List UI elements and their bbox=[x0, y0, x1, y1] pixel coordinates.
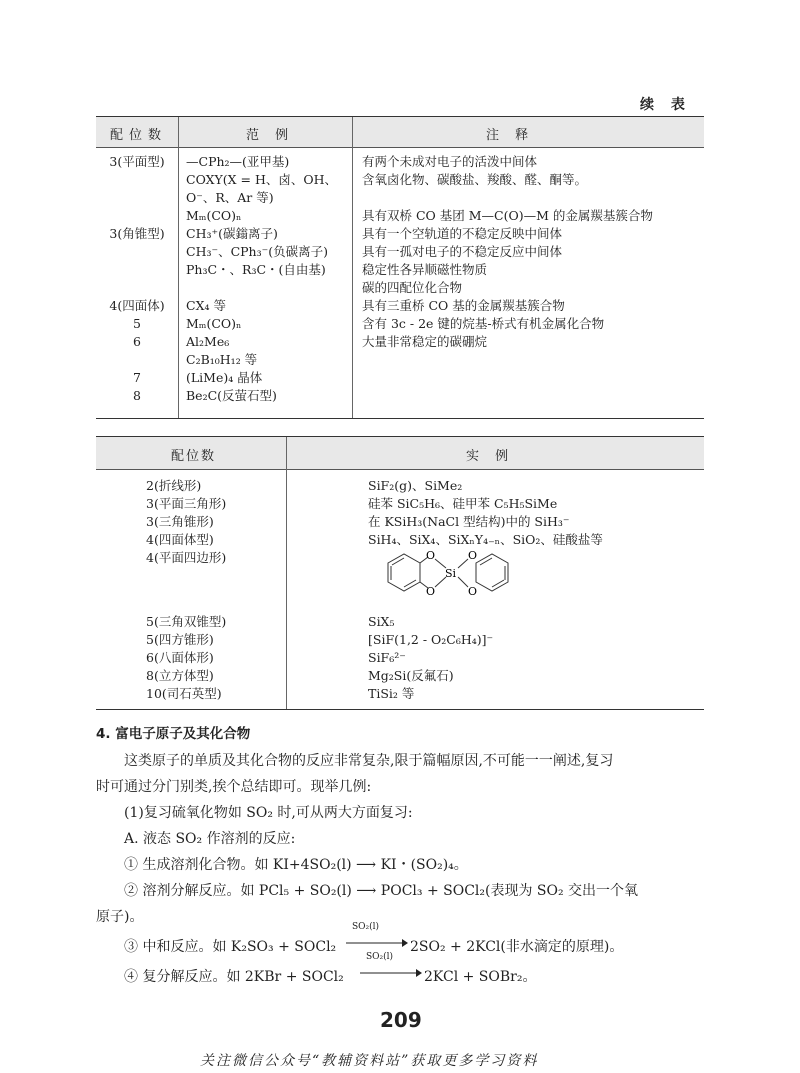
table-1-example: O⁻、R、Ar 等) bbox=[186, 190, 274, 205]
table-2-cn: 3(三角锥形) bbox=[146, 514, 214, 529]
table-2-cn: 6(八面体形) bbox=[146, 650, 214, 665]
table-1-note: 具有一孤对电子的不稳定反应中间体 bbox=[362, 244, 563, 259]
footer-note: 关注微信公众号“教辅资料站”获取更多学习资料 bbox=[200, 1053, 539, 1069]
table-1-note: 碳的四配位化合物 bbox=[362, 280, 463, 295]
arrow-label: SO₂(l) bbox=[352, 922, 380, 932]
table-2-cn: 8(立方体型) bbox=[146, 668, 214, 683]
table-1-cn: 6 bbox=[133, 334, 141, 349]
table-1-example: C₂B₁₀H₁₂ 等 bbox=[186, 352, 258, 367]
table-1-note: 含有 3c - 2e 键的烷基-桥式有机金属化合物 bbox=[362, 316, 605, 331]
list-item: ④ 复分解反应。如 2KBr + SOCl₂ bbox=[124, 969, 344, 985]
list-item: 原子)。 bbox=[96, 909, 144, 925]
table-2-cn: 4(四面体型) bbox=[146, 532, 214, 547]
table-1-example: (LiMe)₄ 晶体 bbox=[186, 370, 263, 385]
table-1-note: 大量非常稳定的碳硼烷 bbox=[362, 334, 488, 349]
table-2-divider bbox=[286, 437, 287, 709]
oxygen-label: O bbox=[426, 551, 436, 562]
oxygen-label: O bbox=[468, 551, 478, 562]
table-1-note: 具有一个空轨道的不稳定反映中间体 bbox=[362, 226, 563, 241]
table-1-note: 稳定性各异顺磁性物质 bbox=[362, 262, 488, 277]
table-1-cn: 3(角锥型) bbox=[109, 226, 165, 241]
table-1-example: COXY(X = H、卤、OH、 bbox=[186, 172, 337, 187]
table-1-example: Mₘ(CO)ₙ bbox=[186, 208, 242, 223]
table-2-cn: 4(平面四边形) bbox=[146, 550, 227, 565]
paragraph: A. 液态 SO₂ 作溶剂的反应: bbox=[124, 831, 296, 847]
table-2-header-cn: 配位数 bbox=[171, 449, 217, 464]
reaction-arrow-icon bbox=[360, 968, 422, 978]
table-1-cn: 7 bbox=[133, 370, 141, 385]
table-1-divider bbox=[352, 117, 353, 418]
list-item: ① 生成溶剂化合物。如 KI+4SO₂(l) ⟶ KI・(SO₂)₄。 bbox=[124, 857, 468, 873]
table-1-example: Ph₃C・、R₃C・(自由基) bbox=[186, 262, 326, 277]
table-1-note: 含氧卤化物、碳酸盐、羧酸、醛、酮等。 bbox=[362, 172, 588, 187]
list-item: 2KCl + SOBr₂。 bbox=[424, 969, 537, 985]
table-1-example: Be₂C(反萤石型) bbox=[186, 388, 277, 403]
paragraph: (1)复习硫氧化物如 SO₂ 时,可从两大方面复习: bbox=[124, 805, 413, 821]
table-1-cn: 8 bbox=[133, 388, 141, 403]
table-2-example: SiF₆²⁻ bbox=[368, 650, 406, 665]
page-number: 209 bbox=[380, 1008, 422, 1032]
table-2-cn: 5(三角双锥型) bbox=[146, 614, 227, 629]
silicon-label: Si bbox=[445, 567, 457, 580]
table-2-cn: 3(平面三角形) bbox=[146, 496, 227, 511]
list-item: 2SO₂ + 2KCl(非水滴定的原理)。 bbox=[410, 939, 624, 955]
table-1-header-note: 注 释 bbox=[486, 128, 535, 143]
table-1-header bbox=[96, 117, 704, 148]
table-2-example: 硅苯 SiC₅H₆、硅甲苯 C₅H₅SiMe bbox=[368, 496, 558, 511]
table-1-example: Mₘ(CO)ₙ bbox=[186, 316, 242, 331]
section-heading: 4. 富电子原子及其化合物 bbox=[96, 726, 251, 742]
table-2-example: SiX₅ bbox=[368, 614, 395, 629]
table-1-example: CH₃⁻、CPh₃⁻(负碳离子) bbox=[186, 244, 328, 259]
table-1-divider bbox=[178, 117, 179, 418]
table-2-cn: 5(四方锥形) bbox=[146, 632, 214, 647]
table-2-example: 在 KSiH₃(NaCl 型结构)中的 SiH₃⁻ bbox=[368, 514, 570, 529]
paragraph: 这类原子的单质及其化合物的反应非常复杂,限于篇幅原因,不可能一一阐述,复习 bbox=[124, 753, 614, 769]
continued-label: 续 表 bbox=[640, 97, 691, 113]
table-1-note: 具有双桥 CO 基团 M—C(O)—M 的金属羰基簇合物 bbox=[362, 208, 653, 223]
table-2-example: SiH₄、SiX₄、SiXₙY₄₋ₙ、SiO₂、硅酸盐等 bbox=[368, 532, 603, 547]
table-2-example: TiSi₂ 等 bbox=[368, 686, 415, 701]
table-2-header-example: 实 例 bbox=[466, 449, 515, 464]
table-1-cn: 3(平面型) bbox=[109, 154, 165, 169]
list-item: ② 溶剂分解反应。如 PCl₅ + SO₂(l) ⟶ POCl₃ + SOCl₂(表现为 SO₂ 交出一个氧 bbox=[124, 883, 639, 899]
table-2-example: SiF₂(g)、SiMe₂ bbox=[368, 478, 463, 493]
table-1-cn: 5 bbox=[133, 316, 141, 331]
table-1-header-cn: 配位数 bbox=[110, 128, 168, 143]
table-2-cn: 2(折线形) bbox=[146, 478, 202, 493]
table-1-example: CH₃⁺(碳鎓离子) bbox=[186, 226, 278, 241]
paragraph: 时可通过分门别类,挨个总结即可。现举几例: bbox=[96, 779, 372, 795]
table-1-note: 具有三重桥 CO 基的金属羰基簇合物 bbox=[362, 298, 565, 313]
table-2-example: Mg₂Si(反氟石) bbox=[368, 668, 454, 683]
table-1 bbox=[96, 116, 704, 419]
list-item: ③ 中和反应。如 K₂SO₃ + SOCl₂ bbox=[124, 939, 337, 955]
table-1-example: CX₄ 等 bbox=[186, 298, 226, 313]
table-2-example: [SiF(1,2 - O₂C₆H₄)]⁻ bbox=[368, 632, 494, 647]
table-2 bbox=[96, 436, 704, 710]
oxygen-label: O bbox=[426, 585, 436, 598]
table-2-cn: 10(司石英型) bbox=[146, 686, 222, 701]
reaction-arrow-icon bbox=[346, 938, 408, 948]
table-1-cn: 4(四面体) bbox=[109, 298, 165, 313]
table-1-example: Al₂Me₆ bbox=[186, 334, 230, 349]
arrow-label: SO₂(l) bbox=[366, 952, 394, 962]
table-1-example: —CPh₂—(亚甲基) bbox=[186, 154, 290, 169]
table-1-header-example: 范 例 bbox=[246, 128, 295, 143]
oxygen-label: O bbox=[468, 585, 478, 598]
table-1-note: 有两个未成对电子的活泼中间体 bbox=[362, 154, 538, 169]
silicon-catecholate-structure bbox=[368, 551, 518, 607]
